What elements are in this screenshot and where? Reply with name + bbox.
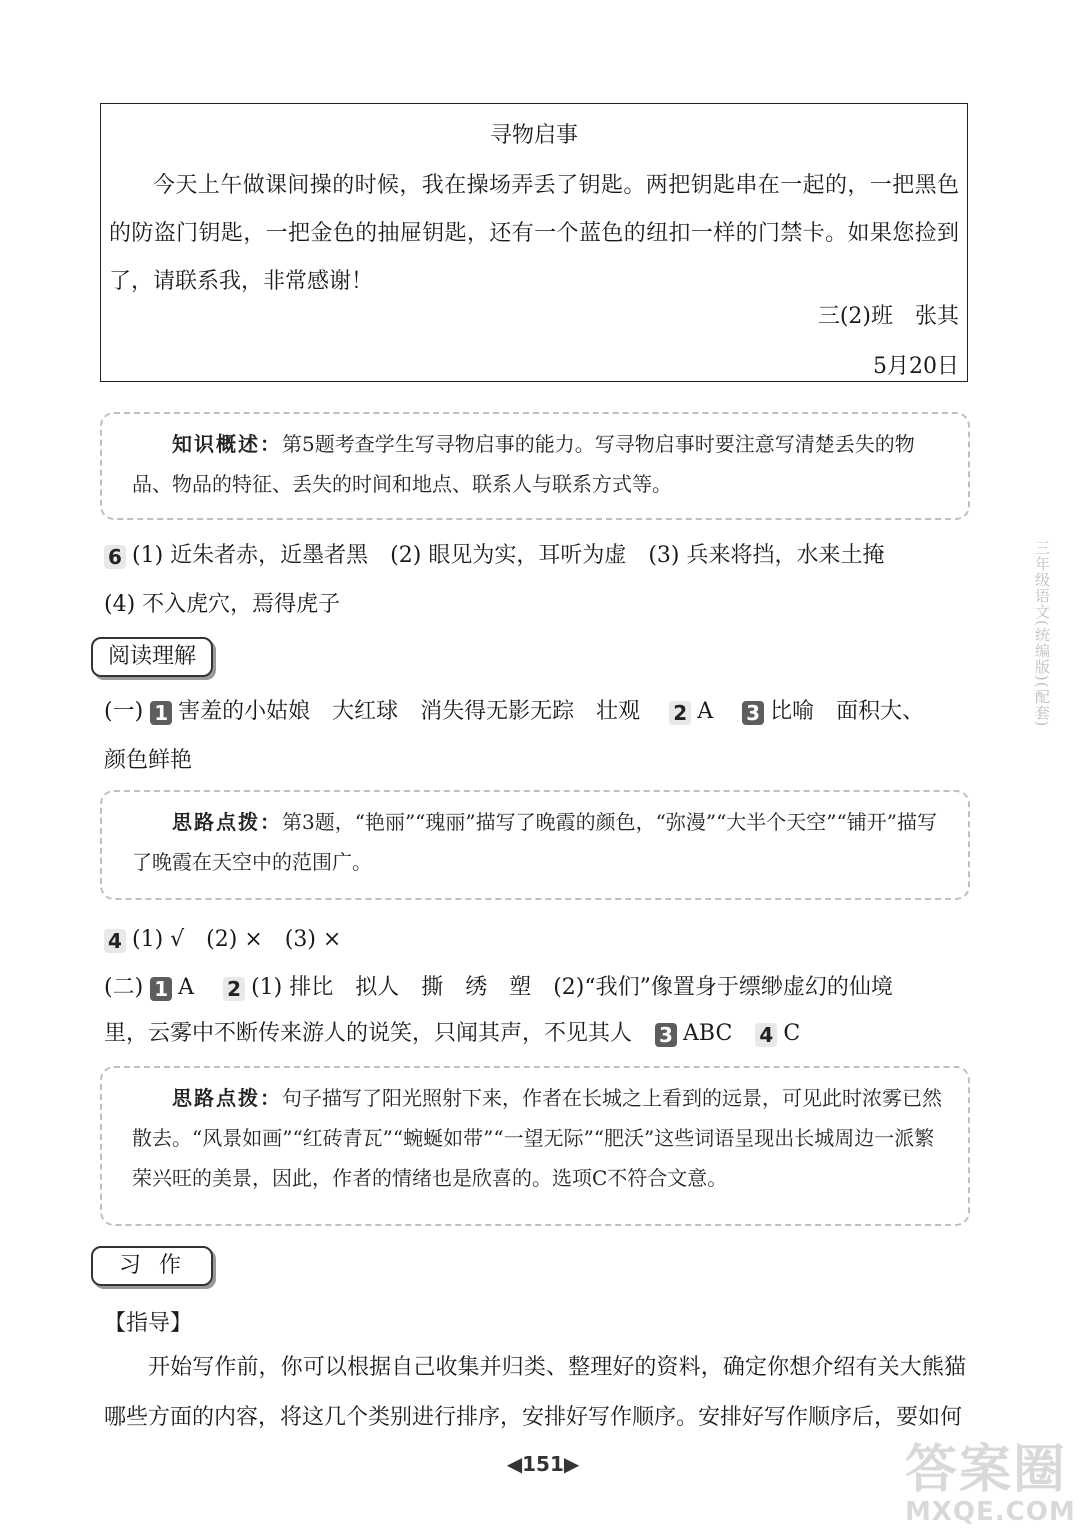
question-number-badge: 4 bbox=[755, 1023, 777, 1047]
question-number-badge: 2 bbox=[669, 701, 691, 725]
answer-text: (1) 排比 拟人 撕 绣 塑 (2)“我们”像置身于缥缈虚幻的仙境 bbox=[251, 975, 893, 1000]
answer-text: 害羞的小姑娘 大红球 消失得无影无踪 壮观 bbox=[178, 699, 641, 724]
notice-signature: 三(2)班 张其 bbox=[817, 304, 959, 329]
reading-part2-line-2 bbox=[104, 1016, 800, 1047]
answer-text: A bbox=[178, 975, 195, 1000]
reading-part1-line-1 bbox=[104, 694, 924, 725]
question-number-badge: 3 bbox=[655, 1023, 677, 1047]
question-6-line-1 bbox=[104, 538, 884, 569]
tip-label: 知识概述： bbox=[172, 432, 282, 456]
answer-text: 比喻 面积大、 bbox=[770, 699, 925, 724]
thinking-hint-box bbox=[100, 790, 970, 900]
lost-notice-box bbox=[100, 103, 968, 382]
tip-text: 第3题，“艳丽”“瑰丽”描写了晚霞的颜色，“弥漫”“大半个天空”“铺开”描写了晚霞在天空中的范围广。 bbox=[132, 810, 937, 874]
tip-label: 思路点拨： bbox=[172, 810, 282, 834]
page-number: ◀151▶ bbox=[506, 1452, 580, 1476]
question-number-badge: 4 bbox=[104, 929, 126, 953]
side-margin-text: 三年级语文(统编版)(配套) bbox=[1033, 540, 1051, 728]
part-prefix: (二) bbox=[104, 975, 144, 1000]
question-number-badge: 3 bbox=[742, 701, 764, 725]
section-tab-writing: 习作 bbox=[91, 1246, 213, 1286]
question-number-badge: 1 bbox=[150, 701, 172, 725]
notice-date: 5月20日 bbox=[873, 354, 959, 379]
reading-part1-line-2: 颜色鲜艳 bbox=[104, 748, 193, 773]
answer-text: ABC bbox=[683, 1021, 733, 1046]
question-number-badge: 2 bbox=[223, 977, 245, 1001]
answer-text: 里，云雾中不断传来游人的说笑，只闻其声，不见其人 bbox=[104, 1021, 633, 1046]
section-tab-reading: 阅读理解 bbox=[91, 637, 213, 677]
watermark-text: 答案圈 bbox=[905, 1440, 1068, 1500]
watermark-logo bbox=[905, 1442, 1075, 1532]
notice-body: 今天上午做课间操的时候，我在操场弄丢了钥匙。两把钥匙串在一起的，一把黑色的防盗门钥匙，一把金色的抽屉钥匙，还有一个蓝色的纽扣一样的门禁卡。如果您捡到了，请联系我，非常感谢！ bbox=[109, 173, 959, 294]
tip-text: 句子描写了阳光照射下来，作者在长城之上看到的远景，可见此时浓雾已然散去。“风景如画”“红砖青瓦”“蜿蜒如带”“一望无际”“肥沃”这些词语呈现出长城周边一派繁荣兴旺的美景，因此，作者的情绪也是欣喜的。选项C不符合文意。 bbox=[132, 1086, 942, 1190]
watermark-url: MXQE.COM bbox=[905, 1497, 1076, 1527]
answer-text: (1) √ (2) × (3) × bbox=[132, 927, 342, 952]
tip-text: 第5题考查学生写寻物启事的能力。写寻物启事时要注意写清楚丢失的物品、物品的特征、丢失的时间和地点、联系人与联系方式等。 bbox=[132, 432, 915, 496]
question-number-badge: 6 bbox=[104, 545, 126, 569]
tip-label: 思路点拨： bbox=[172, 1086, 282, 1110]
notice-title: 寻物启事 bbox=[489, 123, 578, 148]
question-6-answers: (1) 近朱者赤，近墨者黑 (2) 眼见为实，耳听为虚 (3) 兵来将挡，水来土掩 bbox=[132, 543, 885, 568]
answer-text: C bbox=[783, 1021, 801, 1046]
question-number-badge: 1 bbox=[150, 977, 172, 1001]
guide-label: 【指导】 bbox=[104, 1311, 193, 1336]
reading-question-4 bbox=[104, 922, 341, 953]
part-prefix: (一) bbox=[104, 699, 144, 724]
answer-text: A bbox=[697, 699, 714, 724]
question-6-line-2: (4) 不入虎穴，焉得虎子 bbox=[104, 592, 341, 617]
knowledge-summary-box bbox=[100, 412, 970, 520]
thinking-hint-box bbox=[100, 1066, 970, 1226]
guide-text: 开始写作前，你可以根据自己收集并归类、整理好的资料，确定你想介绍有关大熊猫哪些方面的内容，将这几个类别进行排序，安排好写作顺序。安排好写作顺序后，要如何 bbox=[104, 1355, 966, 1430]
reading-part2-line-1 bbox=[104, 970, 893, 1001]
